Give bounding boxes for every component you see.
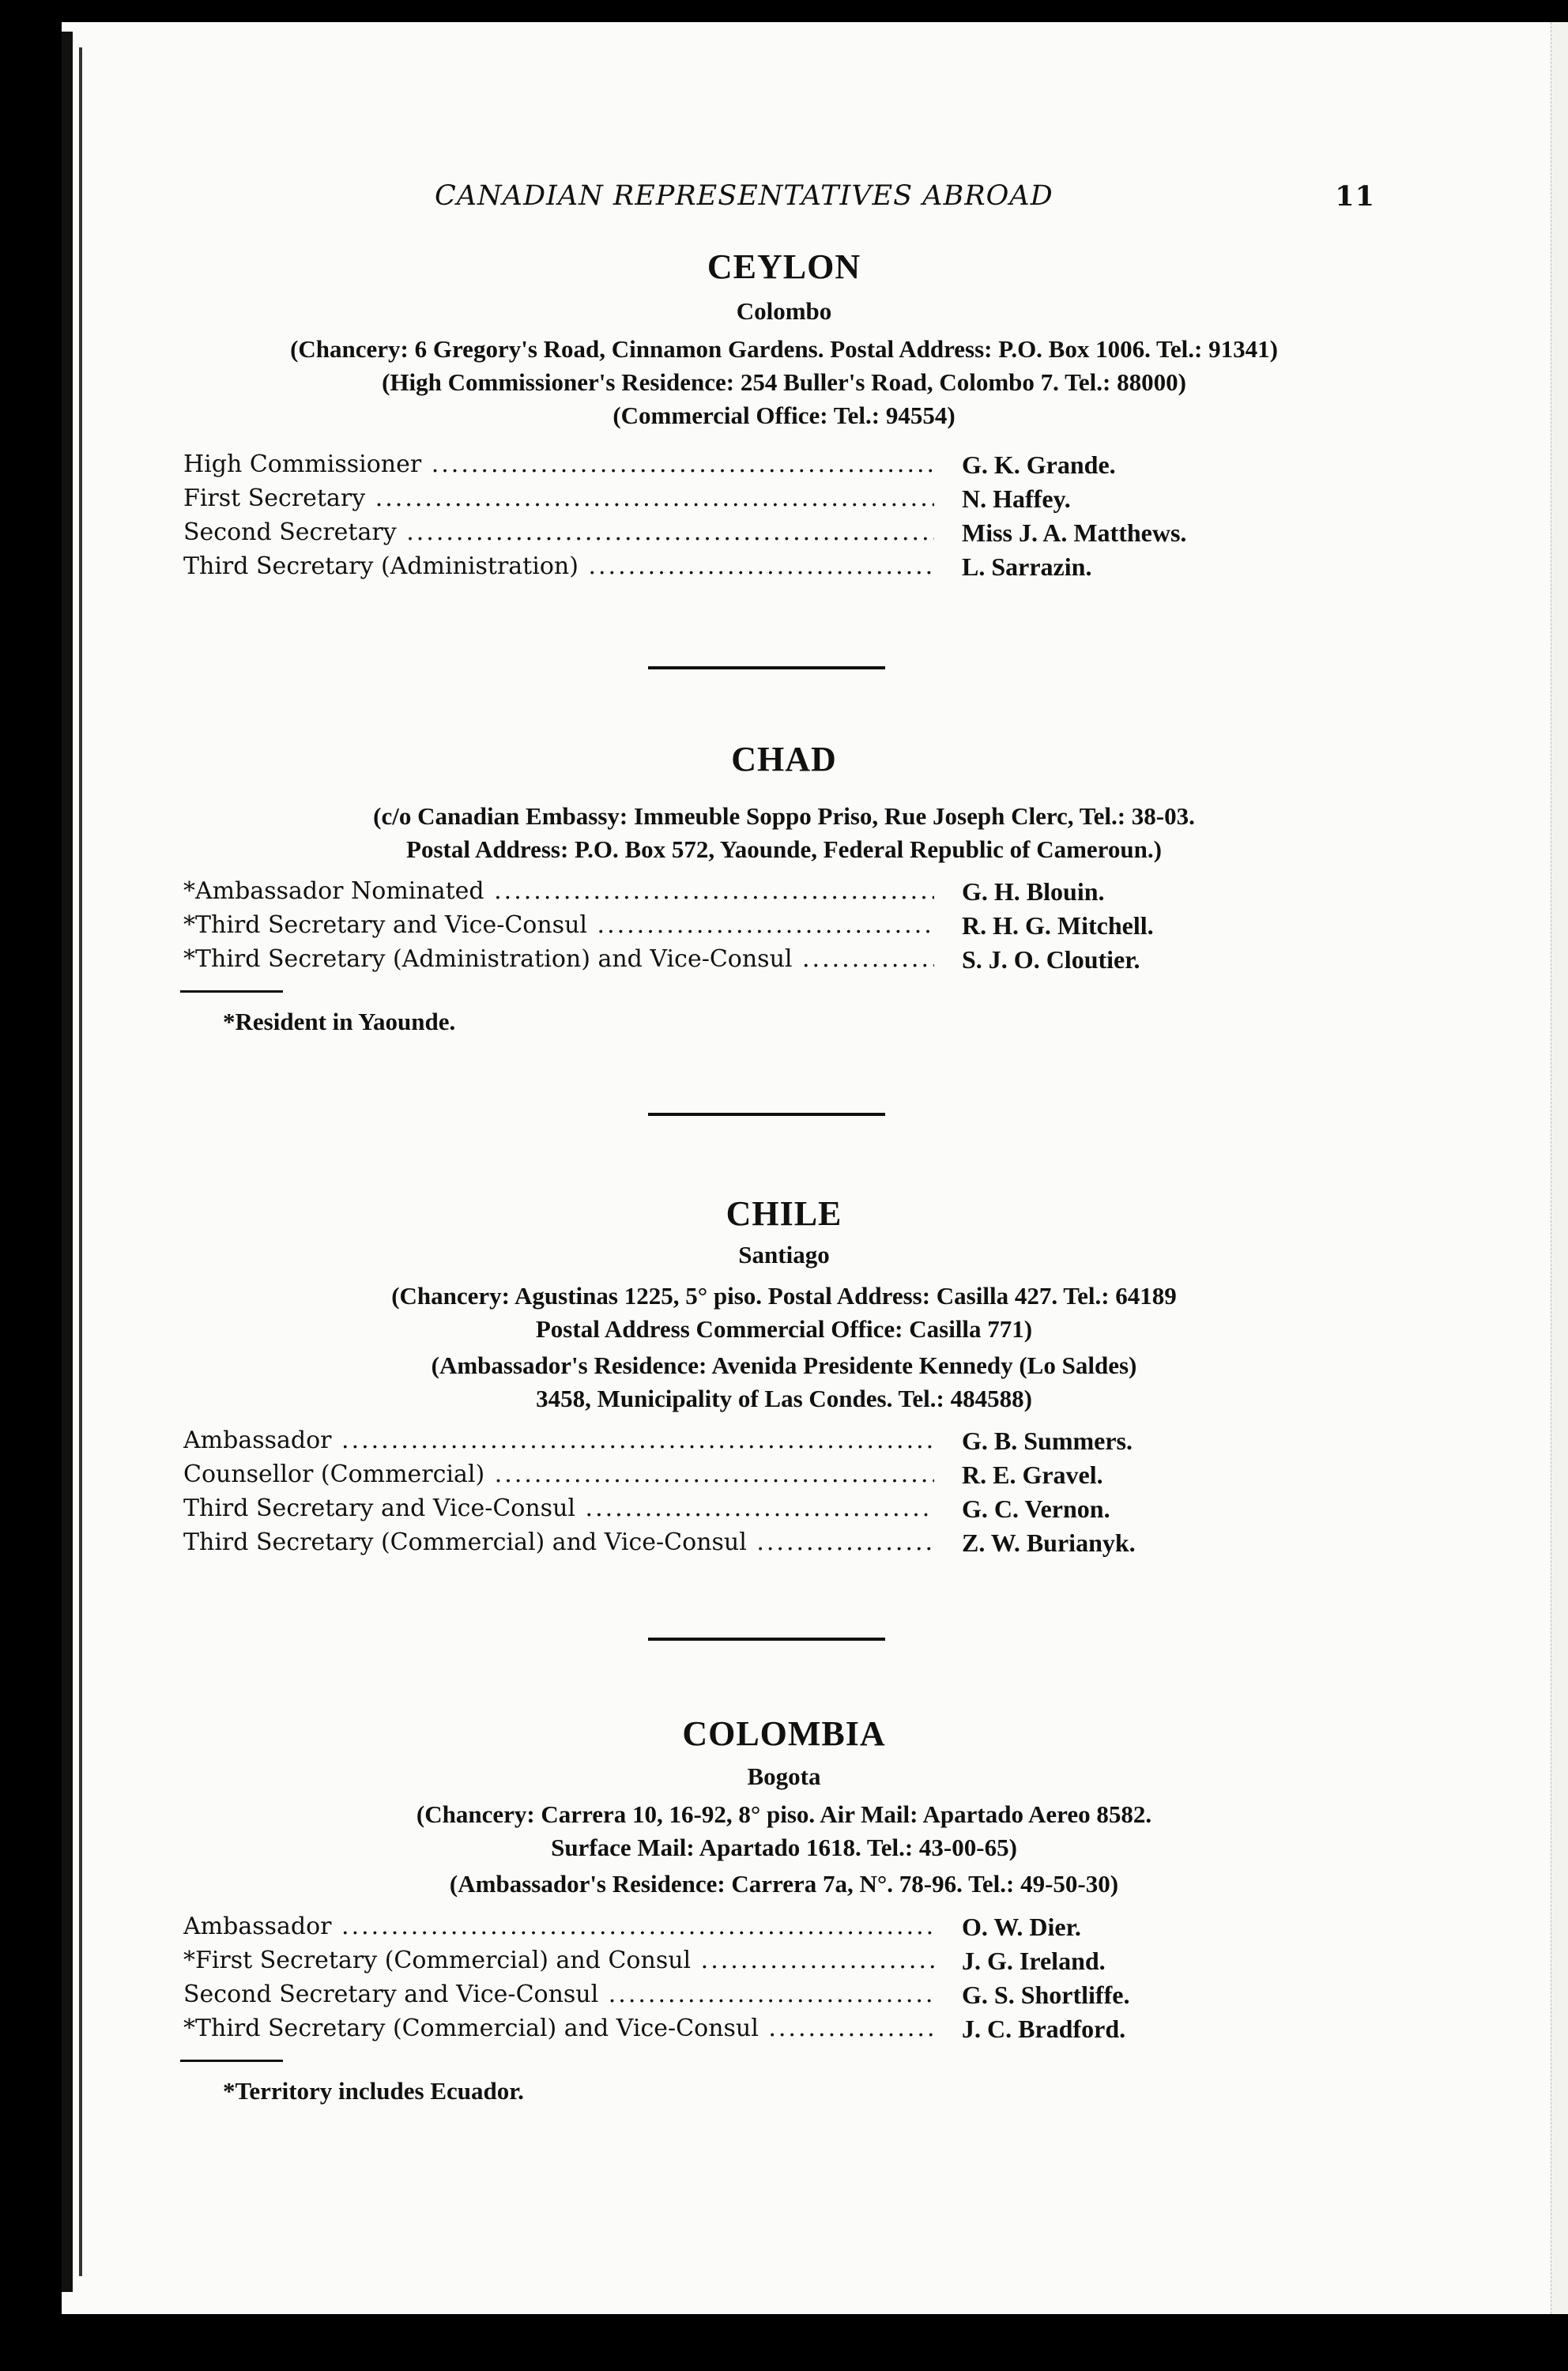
address-line: (High Commissioner's Residence: 254 Buller's Road, Colombo 7. Tel.: 88000) <box>382 368 1186 396</box>
staff-row <box>183 1947 1306 1981</box>
staff-role: *Third Secretary and Vice-Consul ..... <box>183 911 934 939</box>
staff-name: L. Sarrazin. <box>962 552 1092 581</box>
staff-role: *First Secretary (Commercial) and Consul ..... <box>183 1947 934 1974</box>
address-line: (Commercial Office: Tel.: 94554) <box>612 401 956 429</box>
staff-row <box>183 1981 1306 2015</box>
staff-list-colombia <box>183 1913 1306 2049</box>
staff-role: Third Secretary (Administration) ..... <box>183 552 934 580</box>
staff-role: *Third Secretary (Administration) and Vice-Consul ..... <box>183 945 934 973</box>
staff-name: J. G. Ireland. <box>962 1947 1106 1975</box>
staff-role: Counsellor (Commercial) ..... <box>183 1461 934 1488</box>
staff-name: Z. W. Burianyk. <box>962 1529 1136 1557</box>
staff-name: R. E. Gravel. <box>962 1461 1103 1489</box>
staff-role: *Ambassador Nominated ..... <box>183 877 934 905</box>
staff-name: Miss J. A. Matthews. <box>962 518 1187 547</box>
country-heading-colombia: COLOMBIA <box>682 1714 886 1753</box>
staff-row <box>183 1495 1306 1529</box>
page-edge <box>1551 22 1568 2314</box>
staff-name: N. Haffey. <box>962 484 1071 513</box>
footnote-colombia: *Territory includes Ecuador. <box>223 2077 524 2105</box>
page-number: 11 <box>1335 180 1375 213</box>
section-divider <box>648 1638 885 1641</box>
address-line: (Ambassador's Residence: Carrera 7a, N°. 78-96. Tel.: 49-50-30) <box>449 1870 1119 1898</box>
staff-list-chad <box>183 877 1306 979</box>
running-header <box>379 180 1375 220</box>
staff-row <box>183 877 1306 911</box>
staff-list-ceylon <box>183 450 1306 586</box>
staff-role: *Third Secretary (Commercial) and Vice-Consul ..... <box>183 2015 934 2042</box>
section-divider <box>648 666 885 669</box>
running-title: CANADIAN REPRESENTATIVES ABROAD <box>435 180 1054 212</box>
city-colombia: Bogota <box>747 1762 821 1790</box>
staff-role: First Secretary ..... <box>183 484 934 512</box>
staff-role: Third Secretary and Vice-Consul ..... <box>183 1495 934 1522</box>
staff-name: S. J. O. Cloutier. <box>962 945 1140 974</box>
address-line: (Ambassador's Residence: Avenida Presidente Kennedy (Lo Saldes) <box>431 1351 1137 1379</box>
staff-row <box>183 945 1306 979</box>
staff-role: Second Secretary and Vice-Consul ..... <box>183 1981 934 2008</box>
staff-row <box>183 1913 1306 1947</box>
footnote-chad: *Resident in Yaounde. <box>223 1008 456 1035</box>
staff-row <box>183 1461 1306 1495</box>
address-line: Surface Mail: Apartado 1618. Tel.: 43-00-65) <box>551 1834 1017 1861</box>
scan-border <box>0 2314 1568 2371</box>
staff-role: High Commissioner ..... <box>183 450 934 478</box>
staff-row <box>183 911 1306 945</box>
staff-role: Second Secretary ..... <box>183 518 934 546</box>
staff-list-chile <box>183 1427 1306 1562</box>
staff-row <box>183 1427 1306 1461</box>
country-heading-ceylon: CEYLON <box>707 247 861 286</box>
address-line: (c/o Canadian Embassy: Immeuble Soppo Priso, Rue Joseph Clerc, Tel.: 38-03. <box>373 802 1195 830</box>
staff-name: G. K. Grande. <box>962 450 1116 479</box>
staff-row <box>183 2015 1306 2049</box>
section-divider <box>648 1113 885 1116</box>
staff-name: O. W. Dier. <box>962 1913 1081 1941</box>
staff-name: G. B. Summers. <box>962 1427 1133 1455</box>
footnote-rule <box>180 990 283 993</box>
address-line: (Chancery: Carrera 10, 16-92, 8° piso. Air Mail: Apartado Aereo 8582. <box>416 1800 1152 1828</box>
staff-name: J. C. Bradford. <box>962 2015 1126 2043</box>
address-line: Postal Address: P.O. Box 572, Yaounde, Federal Republic of Cameroun.) <box>406 835 1162 863</box>
address-line: (Chancery: Agustinas 1225, 5° piso. Postal Address: Casilla 427. Tel.: 64189 <box>391 1282 1177 1310</box>
staff-name: R. H. G. Mitchell. <box>962 911 1154 940</box>
city-chile: Santiago <box>738 1241 830 1268</box>
address-line: (Chancery: 6 Gregory's Road, Cinnamon Gardens. Postal Address: P.O. Box 1006. Tel.: 91341) <box>290 335 1278 363</box>
address-line: Postal Address Commercial Office: Casilla 771) <box>535 1315 1033 1343</box>
staff-name: G. H. Blouin. <box>962 877 1105 906</box>
staff-role: Ambassador ..... <box>183 1913 934 1940</box>
country-heading-chile: CHILE <box>726 1194 842 1233</box>
footnote-rule <box>180 2060 283 2062</box>
country-heading-chad: CHAD <box>731 740 837 778</box>
city-ceylon: Colombo <box>736 297 832 325</box>
staff-role: Third Secretary (Commercial) and Vice-Consul ..... <box>183 1529 934 1556</box>
staff-row <box>183 552 1306 586</box>
staff-row <box>183 518 1306 552</box>
staff-row <box>183 1529 1306 1562</box>
staff-row <box>183 450 1306 484</box>
address-line: 3458, Municipality of Las Condes. Tel.: 484588) <box>536 1385 1032 1412</box>
staff-role: Ambassador ..... <box>183 1427 934 1454</box>
staff-name: G. C. Vernon. <box>962 1495 1110 1523</box>
staff-name: G. S. Shortliffe. <box>962 1981 1130 2009</box>
staff-row <box>183 484 1306 518</box>
